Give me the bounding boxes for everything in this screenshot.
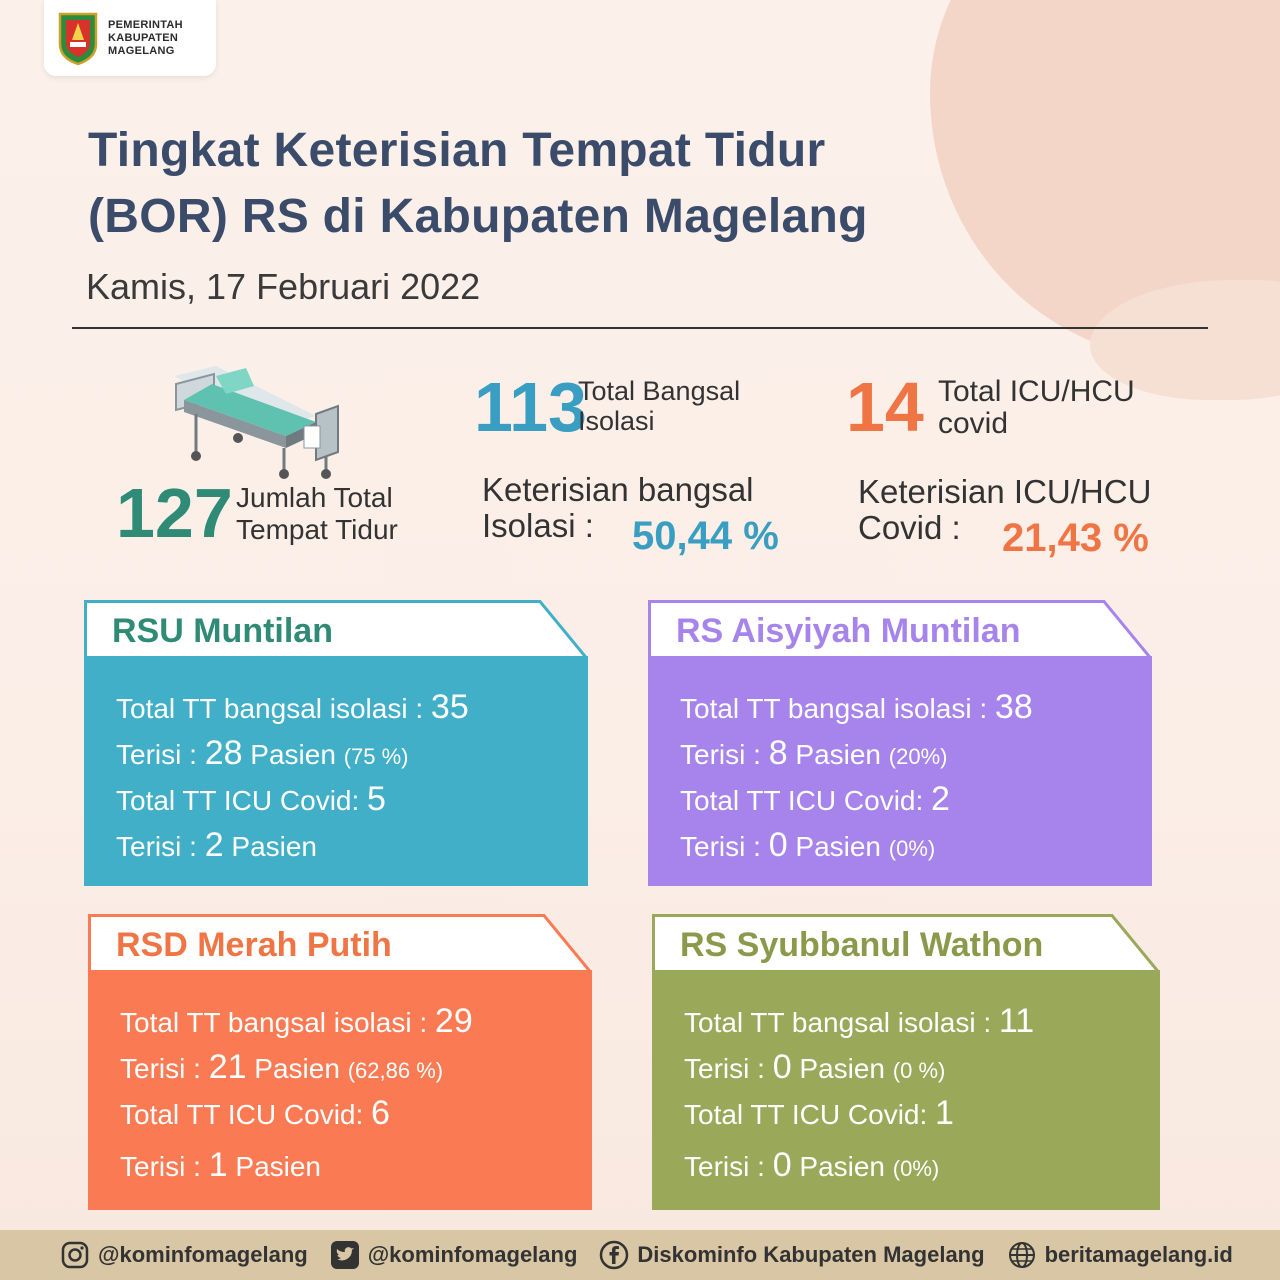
occupied-label: Terisi : [120,1053,201,1084]
total-beds-value: 127 [116,474,233,552]
label-line: Tempat Tidur [236,514,398,545]
logo-line: PEMERINTAH [108,18,183,31]
occupied-label: Terisi : [680,739,761,770]
total-beds-label [236,482,398,546]
icu-occupied-label: Terisi : [684,1151,765,1182]
icu-beds-value: 2 [931,780,950,818]
facebook-page: Diskominfo Kabupaten Magelang [637,1242,985,1267]
label-line: Isolasi [578,406,655,436]
stat-row [120,1048,443,1087]
occupied-percent: (20%) [888,744,948,769]
label-line: Isolasi : [482,507,594,544]
magelang-emblem-icon [56,10,100,66]
occupied-label: Terisi : [116,739,197,770]
stat-row [680,688,1033,727]
website-url: beritamagelang.id [1044,1242,1233,1267]
isolation-total-label [578,376,740,436]
patient-label: Pasien [795,739,882,770]
government-logo [44,0,216,76]
logo-text [108,19,183,58]
icu-beds-label: Total TT ICU Covid: [680,785,924,816]
label-line: Total ICU/HCU [938,375,1135,408]
report-date: Kamis, 17 Februari 2022 [86,266,481,307]
icu-beds-value: 1 [935,1094,954,1132]
icu-occupied-label: Terisi : [116,831,197,862]
logo-line: MAGELANG [108,44,175,57]
hospital-name: RS Aisyiyah Muntilan [676,612,1021,650]
patient-label: Pasien [795,831,882,862]
occupied-value: 0 [772,1048,792,1086]
stat-row [116,826,317,865]
stat-row [680,780,950,819]
twitter-icon [330,1240,360,1270]
patient-label: Pasien [799,1151,886,1182]
title-line: (BOR) RS di Kabupaten Magelang [88,190,868,243]
hospital-name: RSU Muntilan [112,612,333,650]
stat-row [684,1002,1034,1041]
occupied-percent: (75 %) [343,744,409,769]
stat-row [684,1048,945,1087]
isolation-beds-value: 29 [434,1002,473,1040]
icu-total-label [938,376,1135,440]
footer-bar [0,1230,1280,1280]
divider [72,327,1208,329]
patient-label: Pasien [250,739,336,770]
hospital-name: RS Syubbanul Wathon [680,926,1044,964]
isolation-occupancy-value: 50,44 % [632,514,779,558]
isolation-beds-value: 11 [998,1002,1035,1040]
twitter-handle: @kominfomagelang [367,1242,578,1267]
hospital-card [652,914,1160,1210]
patient-label: Pasien [235,1151,322,1182]
instagram-icon [60,1240,90,1270]
icu-occupied-value: 0 [772,1146,792,1184]
occupied-value: 8 [768,734,788,772]
label-line: Total Bangsal [578,376,741,406]
stat-row [120,1002,473,1041]
icu-occupied-label: Terisi : [680,831,761,862]
isolation-beds-label: Total TT bangsal isolasi : [116,693,424,724]
globe-icon [1007,1240,1037,1270]
icu-beds-value: 6 [371,1094,390,1132]
label-line: Keterisian bangsal [482,471,754,508]
hospital-card [84,600,588,886]
isolation-beds-value: 38 [994,688,1033,726]
stat-row [116,688,469,727]
isolation-total-value: 113 [474,368,587,446]
occupied-percent: (62,86 %) [347,1058,444,1083]
instagram-handle: @kominfomagelang [98,1242,308,1267]
title-line: Tingkat Keterisian Tempat Tidur [88,124,826,177]
stat-row [120,1146,321,1185]
occupied-percent: (0 %) [892,1058,946,1083]
icu-occupied-value: 2 [204,826,224,864]
stat-row [116,734,409,773]
website-link[interactable] [1007,1240,1233,1270]
instagram-link[interactable] [60,1240,308,1270]
stat-row [680,826,935,865]
hospital-name: RSD Merah Putih [116,926,392,964]
label-line: Keterisian ICU/HCU [858,473,1152,510]
isolation-beds-label: Total TT bangsal isolasi : [680,693,988,724]
occupied-label: Terisi : [684,1053,765,1084]
icu-total-value: 14 [846,368,924,446]
label-line: Covid : [858,509,961,546]
label-line: covid [938,407,1009,440]
stat-row [120,1094,390,1133]
stat-row [684,1094,954,1133]
hospital-card [648,600,1152,886]
icu-beds-value: 5 [367,780,386,818]
icu-occupied-percent: (0%) [888,836,936,861]
icu-occupied-label: Terisi : [120,1151,201,1182]
icu-occupancy-value: 21,43 % [1002,516,1149,560]
page-title [88,118,1088,250]
isolation-beds-value: 35 [430,688,469,726]
hospital-bed-icon [166,356,346,480]
stat-row [116,780,386,819]
isolation-beds-label: Total TT bangsal isolasi : [684,1007,992,1038]
isolation-beds-label: Total TT bangsal isolasi : [120,1007,428,1038]
icu-beds-label: Total TT ICU Covid: [684,1099,928,1130]
patient-label: Pasien [231,831,318,862]
patient-label: Pasien [254,1053,340,1084]
icu-occupied-value: 1 [208,1146,228,1184]
logo-line: KABUPATEN [108,31,179,44]
stat-row [680,734,947,773]
patient-label: Pasien [799,1053,886,1084]
icu-occupied-value: 0 [768,826,788,864]
facebook-link[interactable] [599,1240,984,1270]
label-line: Jumlah Total [236,482,393,513]
occupied-value: 28 [204,734,243,772]
facebook-icon [599,1240,629,1270]
icu-beds-label: Total TT ICU Covid: [120,1099,364,1130]
hospital-card [88,914,592,1210]
occupied-value: 21 [208,1048,247,1086]
icu-beds-label: Total TT ICU Covid: [116,785,360,816]
icu-occupied-percent: (0%) [892,1156,940,1181]
twitter-link[interactable] [330,1240,578,1270]
stat-row [684,1146,939,1185]
